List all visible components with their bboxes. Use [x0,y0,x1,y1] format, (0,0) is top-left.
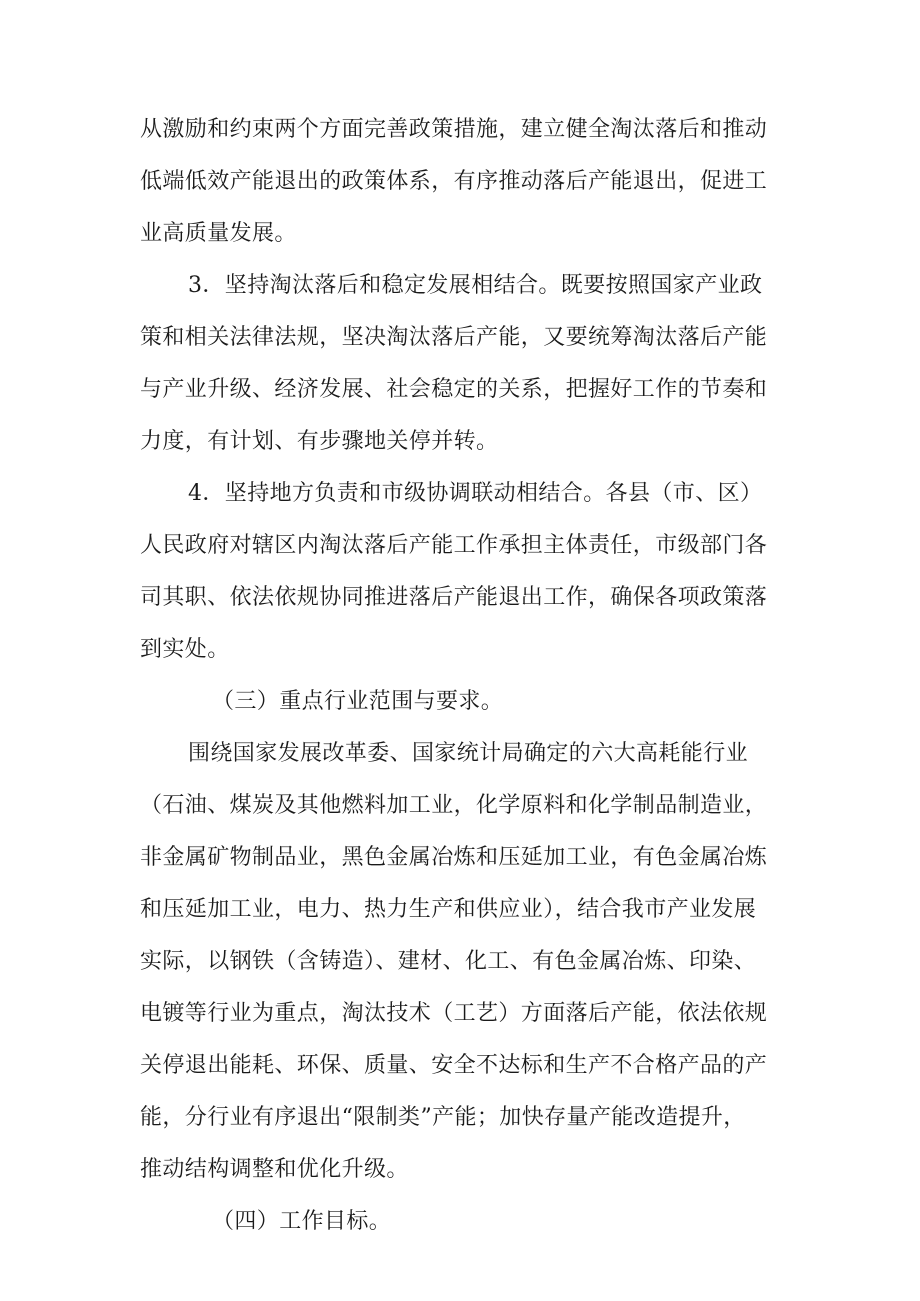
paragraph-4-line-2: （石油、煤炭及其他燃料加工业，化学原料和化学制品制造业， [140,793,768,818]
paragraph-3-line-4: 到实处。 [140,637,230,662]
paragraph-2-line-1: 3．坚持淘汰落后和稳定发展相结合。既要按照国家产业政 [188,273,763,298]
paragraph-4-line-9: 推动结构调整和优化升级。 [140,1157,409,1182]
paragraph-1-line-3: 业高质量发展。 [140,221,297,246]
paragraph-4-line-8: 能，分行业有序退出“限制类”产能；加快存量产能改造提升， [140,1105,746,1130]
paragraph-2-line-2: 策和相关法律法规，坚决淘汰落后产能，又要统筹淘汰落后产能 [140,325,768,350]
paragraph-4-line-6: 电镀等行业为重点，淘汰技术（工艺）方面落后产能，依法依规 [140,1001,768,1026]
paragraph-4-line-4: 和压延加工业，电力、热力生产和供应业），结合我市产业发展 [140,897,757,922]
paragraph-2-line-3: 与产业升级、经济发展、社会稳定的关系，把握好工作的节奏和 [140,377,768,402]
paragraph-1-line-2: 低端低效产能退出的政策体系，有序推动落后产能退出，促进工 [140,169,768,194]
paragraph-4-line-3: 非金属矿物制品业，黑色金属冶炼和压延加工业，有色金属冶炼 [140,845,768,870]
paragraph-1-line-1: 从激励和约束两个方面完善政策措施，建立健全淘汰落后和推动 [140,117,768,142]
paragraph-3-line-2: 人民政府对辖区内淘汰落后产能工作承担主体责任，市级部门各 [140,533,768,558]
paragraph-4-line-5: 实际，以钢铁（含铸造）、建材、化工、有色金属冶炼、印染、 [140,949,757,974]
paragraph-2-line-4: 力度，有计划、有步骤地关停并转。 [140,429,499,454]
section-heading-4: （四）工作目标。 [212,1209,392,1234]
paragraph-4-line-1: 围绕国家发展改革委、国家统计局确定的六大高耗能行业 [188,741,749,766]
section-heading-3: （三）重点行业范围与要求。 [212,689,504,714]
paragraph-3-line-3: 司其职、依法依规协同推进落后产能退出工作，确保各项政策落 [140,585,768,610]
paragraph-3-line-1: 4．坚持地方负责和市级协调联动相结合。各县（市、区） [188,481,763,506]
paragraph-4-line-7: 关停退出能耗、环保、质量、安全不达标和生产不合格产品的产 [140,1053,768,1078]
